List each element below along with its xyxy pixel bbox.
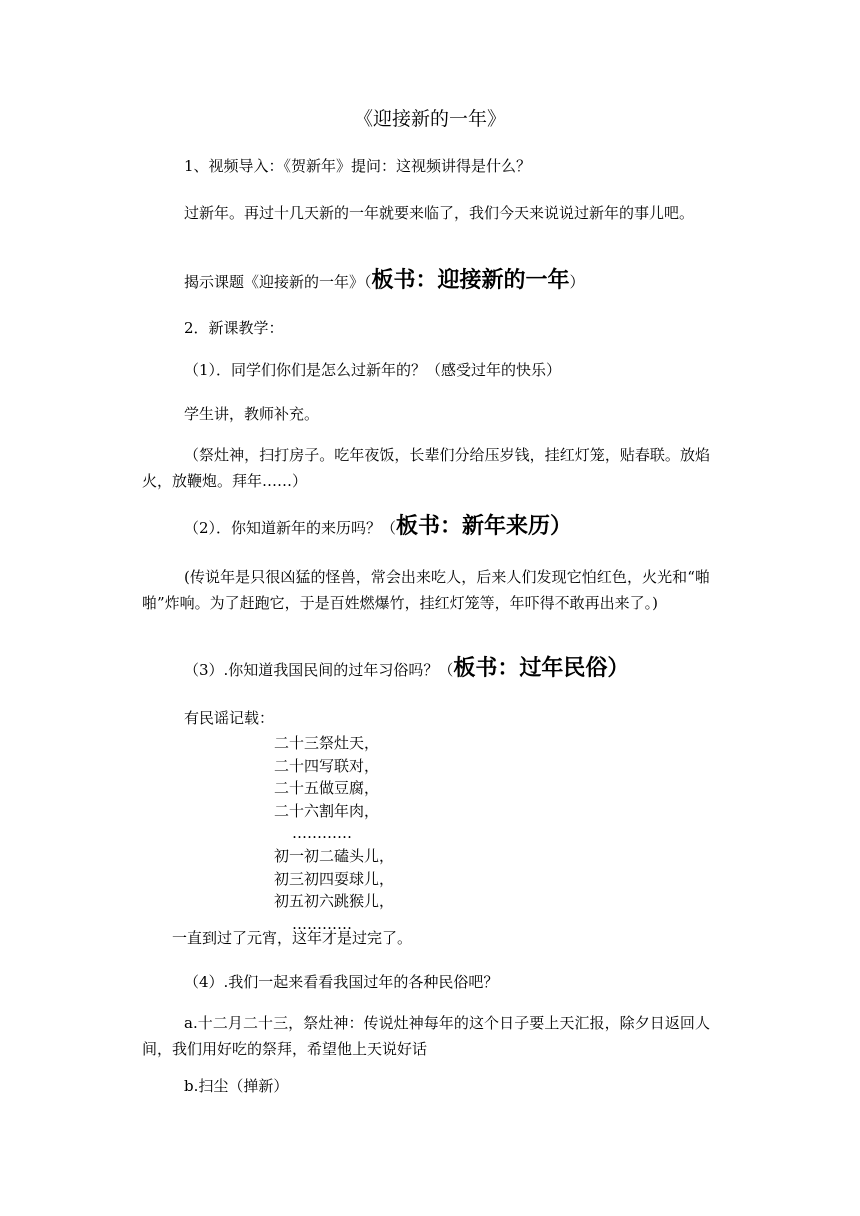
board-note-origin: 板书：新年来历） xyxy=(396,514,573,539)
paragraph-customs-list: （祭灶神，扫打房子。吃年夜饭，长辈们分给压岁钱，挂红灯笼，贴春联。放焰火，放鞭炮。拜年……） xyxy=(142,446,710,490)
paragraph-lantern-festival: 一直到过了元宵，这年才是过完了。 xyxy=(172,929,413,947)
rhyme-line: 初五初六跳猴儿， xyxy=(274,892,395,911)
rhyme-ellipsis: ………… xyxy=(292,914,352,933)
question-3-text: （3）.你知道我国民间的过年习俗吗？（ xyxy=(184,661,454,679)
paragraph-new-year-intro: 过新年。再过十几天新的一年就要来临了，我们今天来说说过新年的事儿吧。 xyxy=(184,204,695,222)
paragraph-question-3 xyxy=(184,656,629,683)
paragraph-question-1: （1）．同学们你们是怎么过新年的？（感受过年的快乐） xyxy=(184,361,562,379)
paragraph-question-2 xyxy=(184,514,572,541)
board-note-customs: 板书：过年民俗） xyxy=(453,656,630,681)
question-2-text: （2）．你知道新年的来历吗？（ xyxy=(184,519,397,537)
paragraph-video-intro: 1、视频导入：《贺新年》提问：这视频讲得是什么？ xyxy=(184,157,532,175)
board-note-title: 板书：迎接新的一年 xyxy=(371,268,570,293)
rhyme-ellipsis: ………… xyxy=(292,824,352,843)
reveal-topic-close: ） xyxy=(569,273,585,291)
rhyme-line: 二十六割年肉， xyxy=(274,801,380,820)
paragraph-new-lesson: 2．新课教学： xyxy=(184,319,284,337)
paragraph-kitchen-god: a.十二月二十三，祭灶神：传说灶神每年的这个日子要上天汇报，除夕日返回人间，我们用好吃的祭拜，希望他上天说好话 xyxy=(142,1014,710,1058)
rhyme-line: 二十四写联对， xyxy=(274,756,380,775)
document-title: 《迎接新的一年》 xyxy=(353,108,506,130)
folk-rhyme xyxy=(274,732,394,935)
rhyme-line: 二十五做豆腐， xyxy=(274,779,380,798)
rhyme-line: 初三初四耍球儿， xyxy=(274,869,395,888)
paragraph-legend: (传说年是只很凶猛的怪兽，常会出来吃人，后来人们发现它怕红色，火光和“啪啪”炸响。为了赶跑它，于是百姓燃爆竹，挂红灯笼等，年吓得不敢再出来了。) xyxy=(142,568,710,612)
rhyme-line: 二十三祭灶天， xyxy=(274,734,380,752)
reveal-topic-text: 揭示课题《迎接新的一年》（ xyxy=(184,273,372,291)
paragraph-folk-rhyme-intro: 有民谣记载： xyxy=(184,709,275,727)
paragraph-reveal-topic xyxy=(184,268,585,295)
paragraph-student-talk: 学生讲，教师补充。 xyxy=(184,405,320,423)
paragraph-question-4: （4）.我们一起来看看我国过年的各种民俗吧？ xyxy=(184,973,499,991)
paragraph-sweeping: b.扫尘（掸新） xyxy=(184,1077,289,1095)
rhyme-line: 初一初二磕头儿， xyxy=(274,846,395,865)
